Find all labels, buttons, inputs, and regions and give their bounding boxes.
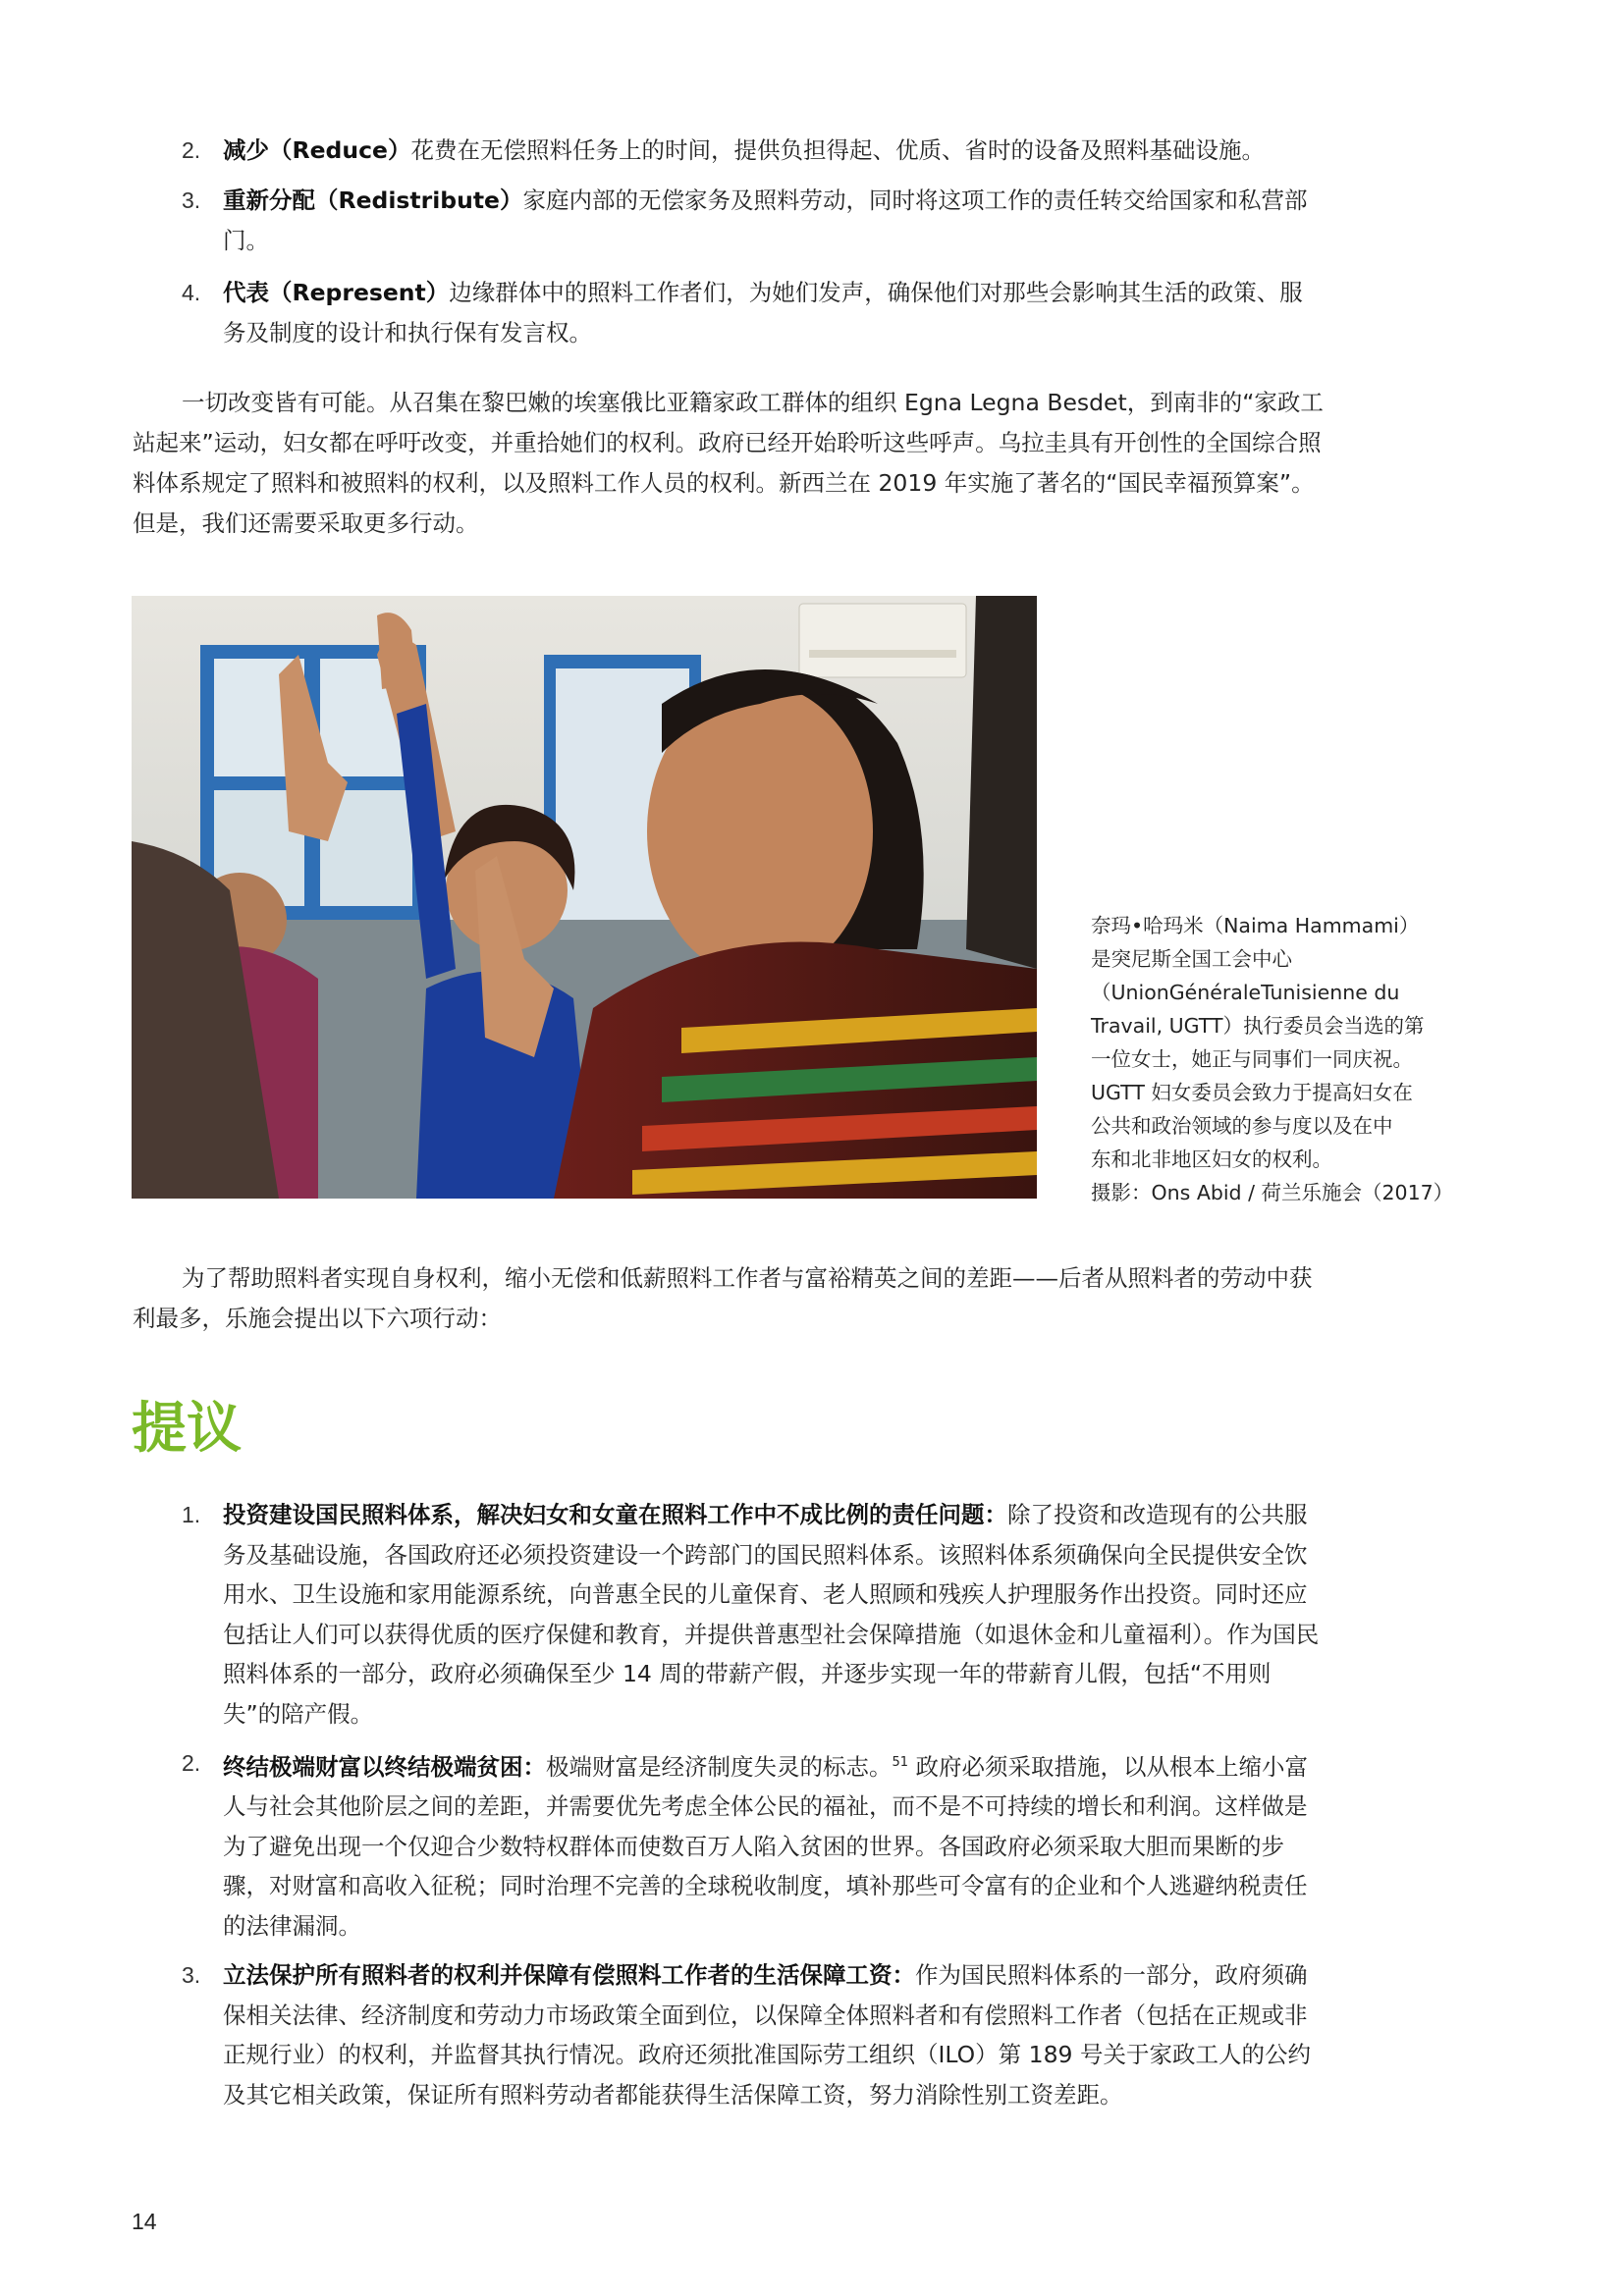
list-item-text: 花费在无偿照料任务上的时间，提供负担得起、优质、省时的设备及照料基础设施。 [410, 136, 1265, 164]
photo [132, 596, 1037, 1199]
list-item-term: 代表（Represent） [223, 279, 450, 306]
list-number: 4. [182, 280, 201, 305]
list-item-term: 减少（Reduce） [223, 136, 411, 164]
list-item-term: 终结极端财富以终结极端贫困： [223, 1752, 546, 1781]
list-item-term: 立法保护所有照料者的权利并保障有偿照料工作者的生活保障工资： [223, 1961, 915, 1990]
list-number: 2. [182, 1750, 201, 1776]
list-number: 3. [182, 1962, 201, 1989]
page-number: 14 [132, 2209, 157, 2234]
recommendations-list [133, 1495, 1326, 2123]
list-item [133, 1743, 1326, 1946]
list-item-text: 除了投资和改造现有的公共服务及基础设施，各国政府还必须投资建设一个跨部门的国民照料体系。该照料体系须确保向全民提供安全饮用水、卫生设施和家用能源系统，向普惠全民的儿童保育、老人照顾和残疾人护理服务作出投资。同时还应包括让人们可以获得优质的医疗保健和教育，并提供普惠型社会保障措施（如退休金和儿童福利）。作为国民照料体系的一部分，政府必须确保至少 14 周的带薪产假，并逐步实现一年的带薪育儿假，包括“不用则失”的陪产假。 [223, 1501, 1320, 1728]
list-number: 1. [182, 1502, 201, 1527]
list-item-term: 投资建设国民照料体系，解决妇女和女童在照料工作中不成比例的责任问题： [223, 1501, 1007, 1528]
list-item-text: 家庭内部的无偿家务及照料劳动，同时将这项工作的责任转交给国家和私营部门。 [223, 187, 1308, 254]
list-item-text: 边缘群体中的照料工作者们，为她们发声，确保他们对那些会影响其生活的政策、服务及制度的设计和执行保有发言权。 [223, 279, 1303, 347]
intro-section [133, 383, 1326, 544]
list-item-text-cont: 政府必须采取措施，以从根本上缩小富人与社会其他阶层之间的差距，并需要优先考虑全体公民的福祉，而不是不可持续的增长和利润。这样做是为了避免出现一个仅迎合少数特权群体而使数百万人陷入贫困的世界。各国政府必须采取大胆而果断的步骤，对财富和高收入征税；同时治理不完善的全球税收制度，填补那些可令富有的企业和个人逃避纳税责任的法律漏洞。 [223, 1752, 1309, 1940]
lead-section [133, 1258, 1326, 1339]
lead-paragraph: 为了帮助照料者实现自身权利，缩小无偿和低薪照料工作者与富裕精英之间的差距——后者从照料者的劳动中获利最多，乐施会提出以下六项行动： [133, 1264, 1313, 1332]
photo-caption [1091, 909, 1464, 1209]
intro-paragraph: 一切改变皆有可能。从召集在黎巴嫩的埃塞俄比亚籍家政工群体的组织 Egna Legna Besdet，到南非的“家政工站起来”运动，妇女都在呼吁改变，并重拾她们的权利。政府已经开始聆听这些呼声。乌拉圭具有开创性的全国综合照料体系规定了照料和被照料的权利，以及照料工作人员的权利。新西兰在 2019 年实施了著名的“国民幸福预算案”。但是，我们还需要采取更多行动。 [133, 389, 1324, 537]
list-item-term: 重新分配（Redistribute） [223, 187, 523, 214]
footnote-ref: 51 [892, 1755, 909, 1770]
list-item [133, 131, 1326, 171]
top-list [133, 131, 1326, 362]
list-item-text: 作为国民照料体系的一部分，政府须确保相关法律、经济制度和劳动力市场政策全面到位，以保障全体照料者和有偿照料工作者（包括在正规或非正规行业）的权利，并监督其执行情况。政府还须批准国际劳工组织（ILO）第 189 号关于家政工人的公约及其它相关政策，保证所有照料劳动者都能获得生活保障工资，努力消除性别工资差距。 [223, 1961, 1311, 2109]
list-number: 3. [182, 187, 201, 213]
list-item [133, 273, 1326, 353]
caption-text: 奈玛•哈玛米（Naima Hammami） 是突尼斯全国工会中心 （UnionGénéraleTunisienne du Travail, UGTT）执行委员会当选的第 一位女士，她正与同事们一同庆祝。 UGTT 妇女委员会致力于提高妇女在 公共和政治领域的参与度以及在中 东和北非地区妇女的权利。 摄影：Ons Abid / 荷兰乐施会（2017） [1091, 914, 1454, 1204]
section-title: 提议 [132, 1397, 242, 1461]
list-item [133, 1955, 1326, 2114]
list-number: 2. [182, 137, 201, 163]
celebration-photo-illustration [132, 596, 1037, 1199]
list-item [133, 181, 1326, 261]
list-item [133, 1495, 1326, 1734]
list-item-text: 极端财富是经济制度失灵的标志。 [546, 1752, 893, 1781]
